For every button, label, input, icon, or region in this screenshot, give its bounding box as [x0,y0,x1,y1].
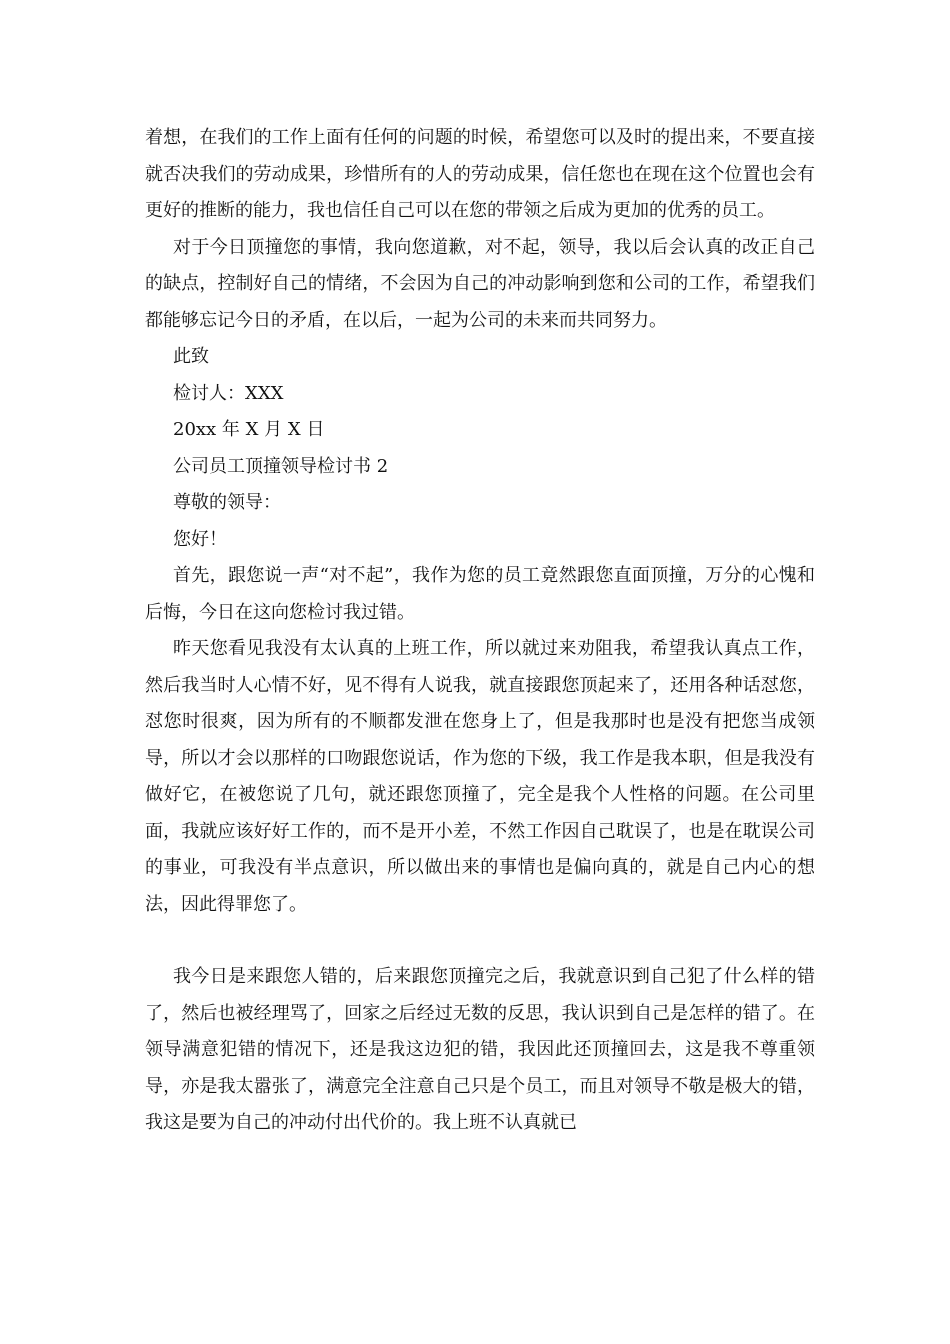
paragraph-reflection: 我今日是来跟您人错的，后来跟您顶撞完之后，我就意识到自己犯了什么样的错了，然后也被经理骂了，回家之后经过无数的反思，我认识到自己是怎样的错了。在领导满意犯错的情况下，还是我这边犯的错，我因此还顶撞回去，这是我不尊重领导，亦是我太嚣张了，满意完全注意自己只是个员工，而且对领导不敬是极大的错，我这是要为自己的冲动付出代价的。我上班不认真就已 [145,966,815,1133]
paragraph-gap [145,923,815,959]
closing-salutation: 此致 [173,346,209,367]
paragraph-continuation: 着想，在我们的工作上面有任何的问题的时候，希望您可以及时的提出来，不要直接就否决我们的劳动成果，珍惜所有的人的劳动成果，信任您也在现在这个位置也会有更好的推断的能力，我也信任自己可以在您的带领之后成为更加的优秀的员工。 [145,127,815,221]
document-body [145,120,815,1142]
date-line: 20xx 年 X 月 X 日 [173,419,325,440]
greeting-recipient: 尊敬的领导： [173,492,281,513]
paragraph-opening: 首先，跟您说一声“对不起”，我作为您的员工竟然跟您直面顶撞，万分的心愧和后悔，今日在这向您检讨我过错。 [145,565,815,623]
signature-line: 检讨人：XXX [173,382,284,404]
section-title: 公司员工顶撞领导检讨书 2 [173,455,389,477]
paragraph-incident: 昨天您看见我没有太认真的上班工作，所以就过来劝阻我，希望我认真点工作，然后我当时人心情不好，见不得有人说我，就直接跟您顶起来了，还用各种话怼您，怼您时很爽，因为所有的不顺都发泄在您身上了，但是我那时也是没有把您当成领导，所以才会以那样的口吻跟您说话，作为您的下级，我工作是我本职，但是我没有做好它，在被您说了几句，就还跟您顶撞了，完全是我个人性格的问题。在公司里面，我就应该好好工作的，而不是开小差，不然工作因自己耽误了，也是在耽误公司的事业，可我没有半点意识，所以做出来的事情也是偏向真的，就是自己内心的想法，因此得罪您了。 [145,638,815,915]
paragraph-apology: 对于今日顶撞您的事情，我向您道歉，对不起，领导，我以后会认真的改正自己的缺点，控制好自己的情绪，不会因为自己的冲动影响到您和公司的工作，希望我们都能够忘记今日的矛盾，在以后，一起为公司的未来而共同努力。 [145,236,815,331]
greeting-hello: 您好！ [173,528,227,550]
